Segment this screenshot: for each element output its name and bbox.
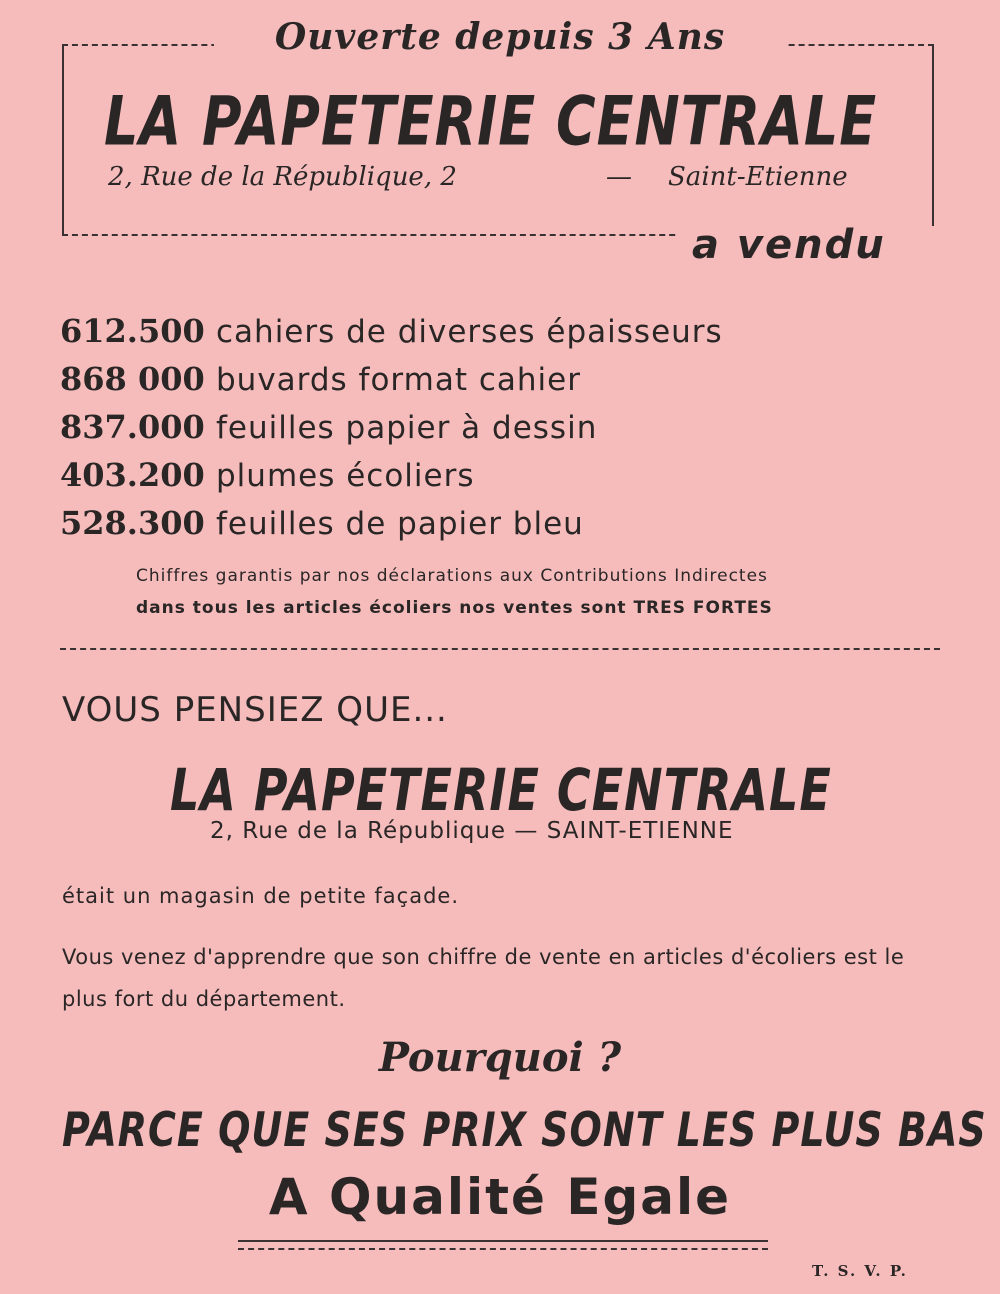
sales-description: plumes écoliers [216,458,475,494]
sales-description: buvards format cahier [216,362,581,398]
sales-number: 837.000 [60,408,205,446]
address-separator: — [606,162,632,192]
sales-number: 403.200 [60,456,205,494]
address-secondary: 2, Rue de la République — SAINT-ETIENNE [210,818,734,844]
sales-row [60,408,960,456]
sales-number: 528.300 [60,504,205,542]
sales-description: feuilles papier à dessin [216,410,598,446]
shop-title: LA PAPETERIE CENTRALE [104,82,878,161]
question-heading: Pourquoi ? [378,1034,622,1081]
sales-row [60,312,960,360]
strong-sales-note: dans tous les articles écoliers nos ventes sont TRES FORTES [136,598,773,618]
slogan-underline [238,1240,768,1242]
paragraph-facade: était un magasin de petite façade. [62,884,460,908]
sales-list [60,312,960,552]
turn-over-mark: T. S. V. P. [812,1262,908,1280]
slogan-underline-wavy [238,1248,768,1250]
sales-row [60,456,960,504]
guarantee-note: Chiffres garantis par nos déclarations aux Contributions Indirectes [136,566,768,586]
section-intro: VOUS PENSIEZ QUE... [62,690,448,730]
sales-row [60,360,960,408]
answer-heading: PARCE QUE SES PRIX SONT LES PLUS BAS [62,1102,987,1157]
opening-tagline: Ouverte depuis 3 Ans [274,16,726,58]
quality-slogan: A Qualité Egale [268,1168,732,1226]
sales-description: cahiers de diverses épaisseurs [216,314,723,350]
shop-title-secondary: LA PAPETERIE CENTRALE [170,756,832,824]
address-street: 2, Rue de la République, 2 [108,162,457,192]
paragraph-sales: Vous venez d'apprendre que son chiffre de vente en articles d'écoliers est le plus fort du département. [62,945,905,1011]
section-divider [60,648,940,650]
sales-number: 868 000 [60,360,205,398]
sold-heading: a vendu [692,222,886,268]
address-city: Saint-Etienne [668,162,848,192]
sales-description: feuilles de papier bleu [216,506,584,542]
sales-row [60,504,960,552]
sales-number: 612.500 [60,312,205,350]
